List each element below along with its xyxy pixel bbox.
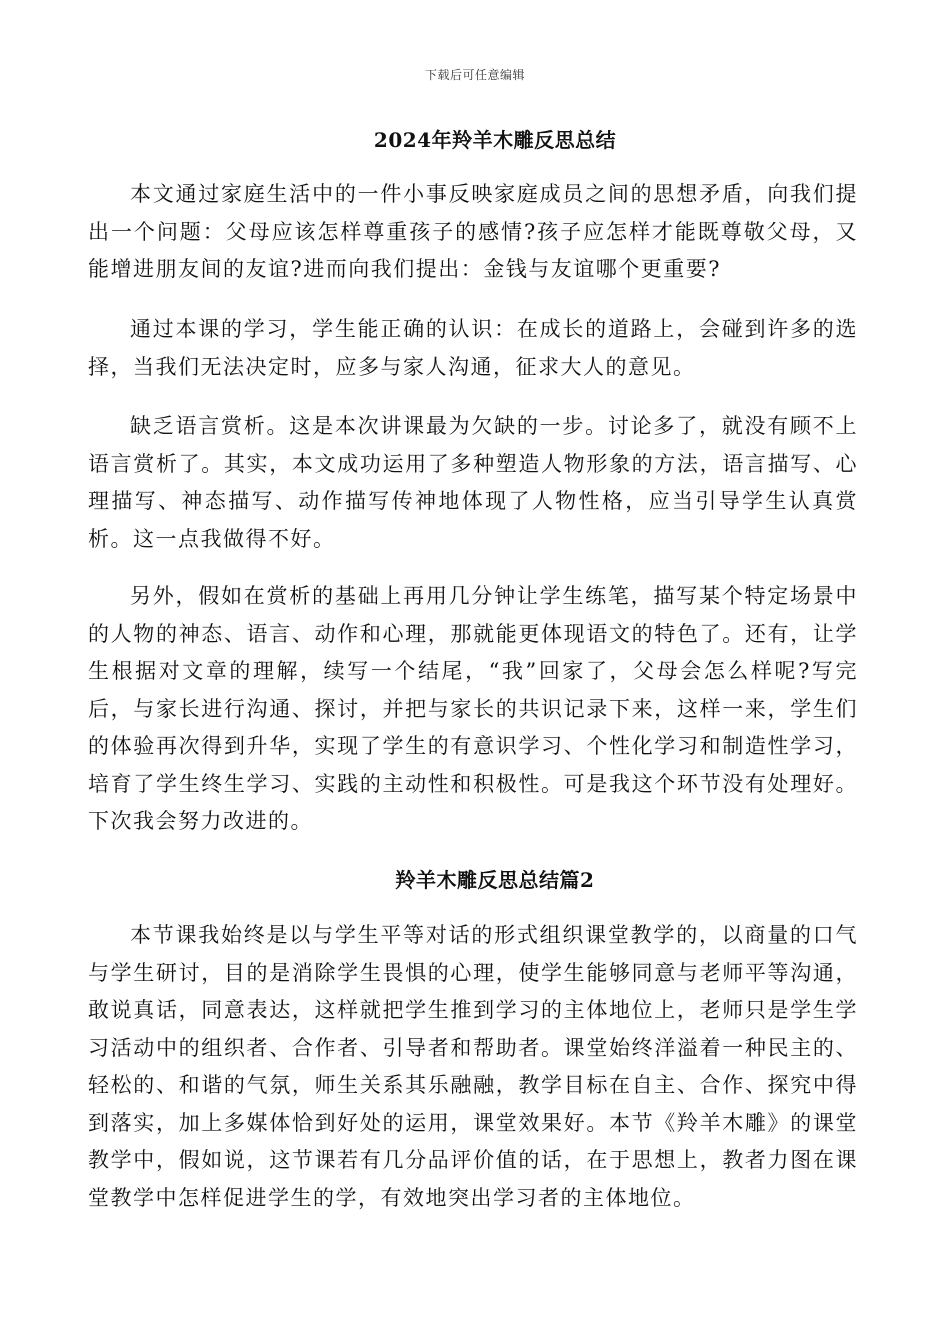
header-note: 下载后可任意编辑 — [424, 68, 525, 82]
section-2-paragraph-1: 本节课我始终是以与学生平等对话的形式组织课堂教学的，以商量的口气与学生研讨，目的是消除学生畏惧的心理，使学生能够同意与老师平等沟通，敢说真话，同意表达，这样就把学生推到学习的主体地位上，老师只是学生学习活动中的组织者、合作者、引导者和帮助者。课堂始终洋溢着一种民主的、轻松的、和谐的气氛，师生关系其乐融融，教学目标在自主、合作、探究中得到落实，加上多媒体恰到好处的运用，课堂效果好。本节《羚羊木雕》的课堂教学中，假如说，这节课若有几分品评价值的话，在于思想上，教者力图在课堂教学中怎样促进学生的学，有效地突出学习者的主体地位。 — [88, 923, 858, 1210]
paragraph-2: 通过本课的学习，学生能正确的认识：在成长的道路上，会碰到许多的选择，当我们无法决定时，应多与家人沟通，征求大人的意见。 — [88, 317, 858, 379]
document-title: 2024年羚羊木雕反思总结 — [373, 128, 617, 152]
paragraph-4: 另外，假如在赏析的基础上再用几分钟让学生练笔，描写某个特定场景中的人物的神态、语言、动作和心理，那就能更体现语文的特色了。还有，让学生根据对文章的理解，续写一个结尾，“我”回家了，父母会怎么样呢?写完后，与家长进行沟通、探讨，并把与家长的共识记录下来，这样一来，学生们的体验再次得到升华，实现了学生的有意识学习、个性化学习和制造性学习，培育了学生终生学习、实践的主动性和积极性。可是我这个环节没有处理好。下次我会努力改进的。 — [88, 584, 858, 833]
paragraph-3: 缺乏语言赏析。这是本次讲课最为欠缺的一步。讨论多了，就没有顾不上语言赏析了。其实，本文成功运用了多种塑造人物形象的方法，语言描写、心理描写、神态描写、动作描写传神地体现了人物性格，应当引导学生认真赏析。这一点我做得不好。 — [88, 414, 858, 551]
section-2-title: 羚羊木雕反思总结篇2 — [395, 868, 595, 892]
paragraph-1: 本文通过家庭生活中的一件小事反映家庭成员之间的思想矛盾，向我们提出一个问题：父母应该怎样尊重孩子的感情?孩子应怎样才能既尊敬父母，又能增进朋友间的友谊?进而向我们提出：金钱与友谊哪个更重要? — [88, 182, 858, 281]
